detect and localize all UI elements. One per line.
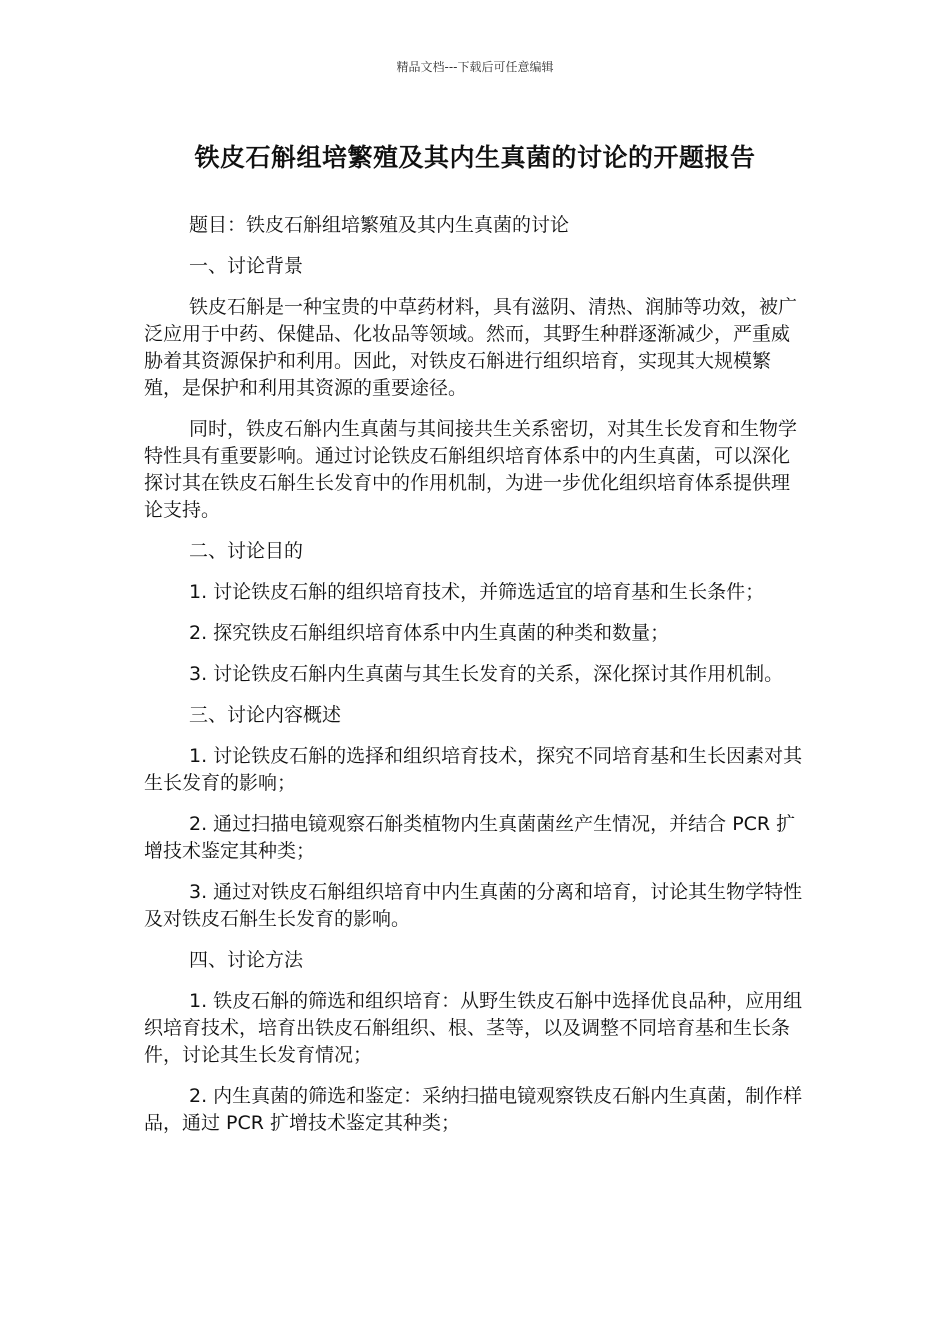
body-paragraph: 同时，铁皮石斛内生真菌与其间接共生关系密切，对其生长发育和生物学特性具有重要影响。通过讨论铁皮石斛组织培育体系中的内生真菌，可以深化探讨其在铁皮石斛生长发育中的作用机制，为进一步优化组织培育体系提供理论支持。	[144, 418, 798, 521]
document-title: 铁皮石斛组培繁殖及其内生真菌的讨论的开题报告	[194, 143, 756, 172]
section-heading-content: 三、讨论内容概述	[189, 704, 342, 726]
list-item: 2. 内生真菌的筛选和鉴定：采纳扫描电镜观察铁皮石斛内生真菌，制作样品，通过 PCR 扩增技术鉴定其种类；	[144, 1085, 803, 1134]
list-item: 2. 通过扫描电镜观察石斛类植物内生真菌菌丝产生情况，并结合 PCR 扩增技术鉴定其种类；	[144, 813, 796, 862]
topic-line: 题目：铁皮石斛组培繁殖及其内生真菌的讨论	[189, 214, 570, 236]
section-heading-background: 一、讨论背景	[189, 255, 304, 277]
list-item: 1. 讨论铁皮石斛的组织培育技术，并筛选适宜的培育基和生长条件；	[189, 581, 765, 603]
list-item: 1. 讨论铁皮石斛的选择和组织培育技术，探究不同培育基和生长因素对其生长发育的影响；	[144, 745, 803, 794]
body-paragraph: 铁皮石斛是一种宝贵的中草药材料，具有滋阴、清热、润肺等功效，被广泛应用于中药、保健品、化妆品等领域。然而，其野生种群逐渐减少，严重威胁着其资源保护和利用。因此，对铁皮石斛进行组织培育，实现其大规模繁殖，是保护和利用其资源的重要途径。	[144, 296, 798, 399]
list-item: 1. 铁皮石斛的筛选和组织培育：从野生铁皮石斛中选择优良品种，应用组织培育技术，培育出铁皮石斛组织、根、茎等，以及调整不同培育基和生长条件，讨论其生长发育情况；	[144, 990, 803, 1066]
section-heading-methods: 四、讨论方法	[189, 949, 304, 971]
header-note: 精品文档---下载后可任意编辑	[396, 60, 554, 74]
list-item: 2. 探究铁皮石斛组织培育体系中内生真菌的种类和数量；	[189, 622, 670, 644]
document-body	[144, 212, 806, 1151]
section-heading-purpose: 二、讨论目的	[189, 540, 304, 562]
list-item: 3. 讨论铁皮石斛内生真菌与其生长发育的关系，深化探讨其作用机制。	[189, 663, 784, 685]
list-item: 3. 通过对铁皮石斛组织培育中内生真菌的分离和培育，讨论其生物学特性及对铁皮石斛生长发育的影响。	[144, 881, 803, 930]
